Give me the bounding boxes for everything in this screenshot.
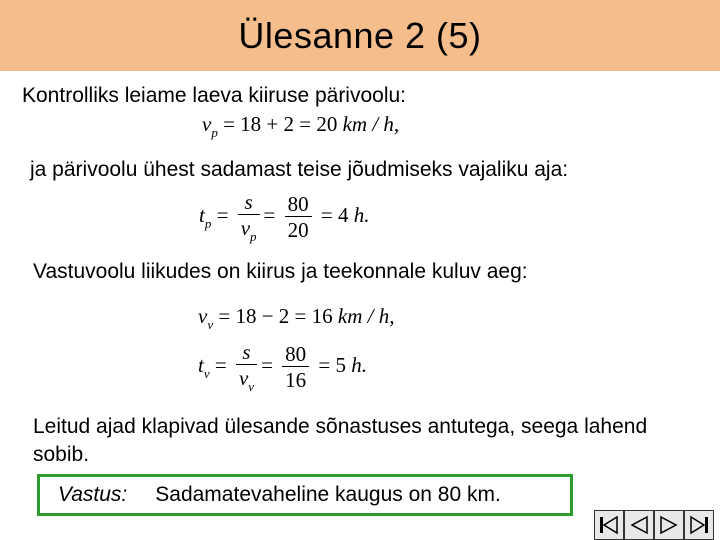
eq-result: = 5 <box>318 352 347 377</box>
answer-box <box>37 474 573 516</box>
equation-tp: $t_p$ = $\frac{s}{v_p}$ = $\frac{80}{20}$ = 4 h. <box>199 190 370 244</box>
frac-den: 16 <box>285 367 307 392</box>
eq-result: = 4 <box>320 202 349 227</box>
eq-unit: h. <box>353 202 370 227</box>
frac-num: 80 <box>282 342 309 367</box>
eq-var: t <box>199 202 205 227</box>
frac-num: s <box>238 190 260 215</box>
eq-unit: km / h, <box>342 112 400 136</box>
paragraph-4: Leitud ajad klapivad ülesande sõnastuses antutega, seega lahend sobib. <box>33 415 648 466</box>
previous-slide-icon <box>627 513 651 537</box>
last-slide-icon <box>687 513 711 537</box>
frac-den: $v_v$ <box>238 366 255 394</box>
fraction-values <box>282 342 309 393</box>
first-slide-button[interactable] <box>594 510 624 540</box>
first-slide-icon <box>597 513 621 537</box>
next-slide-button[interactable] <box>654 510 684 540</box>
eq-sub: p <box>211 125 218 140</box>
eq-var: t <box>198 352 204 377</box>
eq-sub: p <box>204 215 212 231</box>
slide-navigation <box>594 510 714 540</box>
fraction-values <box>285 192 312 243</box>
equation-vp <box>202 112 400 140</box>
eq-sub: v <box>207 317 214 332</box>
fraction-s-over-v <box>238 190 260 244</box>
eq-var: v <box>198 304 208 328</box>
next-slide-icon <box>657 513 681 537</box>
fraction-s-over-v <box>236 340 257 394</box>
paragraph-3: Vastuvoolu liikudes on kiirus ja teekonnale kuluv aeg: <box>33 260 528 283</box>
paragraph-2: ja pärivoolu ühest sadamast teise jõudmiseks vajaliku aja: <box>30 158 569 181</box>
paragraph-1: Kontrolliks leiame laeva kiiruse pärivoolu: <box>22 84 407 107</box>
eq-expr: = 18 − 2 = 16 <box>218 304 333 328</box>
frac-num: s <box>236 340 257 365</box>
eq-sub: v <box>203 365 210 381</box>
eq-unit: km / h, <box>337 304 395 328</box>
frac-den: $v_p$ <box>240 216 257 244</box>
answer-text: Sadamatevaheline kaugus on 80 km. <box>155 483 501 506</box>
last-slide-button[interactable] <box>684 510 714 540</box>
equation-tv: $t_v$ = $\frac{s}{v_v}$ = $\frac{80}{16}$ = 5 h. <box>198 340 368 394</box>
page-title: Ülesanne 2 (5) <box>238 14 482 56</box>
equation-vv <box>198 304 395 332</box>
frac-den: 20 <box>287 217 309 242</box>
previous-slide-button[interactable] <box>624 510 654 540</box>
eq-unit: h. <box>351 352 368 377</box>
frac-num: 80 <box>285 192 312 217</box>
title-bar <box>0 0 720 71</box>
eq-var: v <box>202 112 212 136</box>
answer-label: Vastus: <box>58 483 128 506</box>
eq-expr: = 18 + 2 = 20 <box>223 112 338 136</box>
